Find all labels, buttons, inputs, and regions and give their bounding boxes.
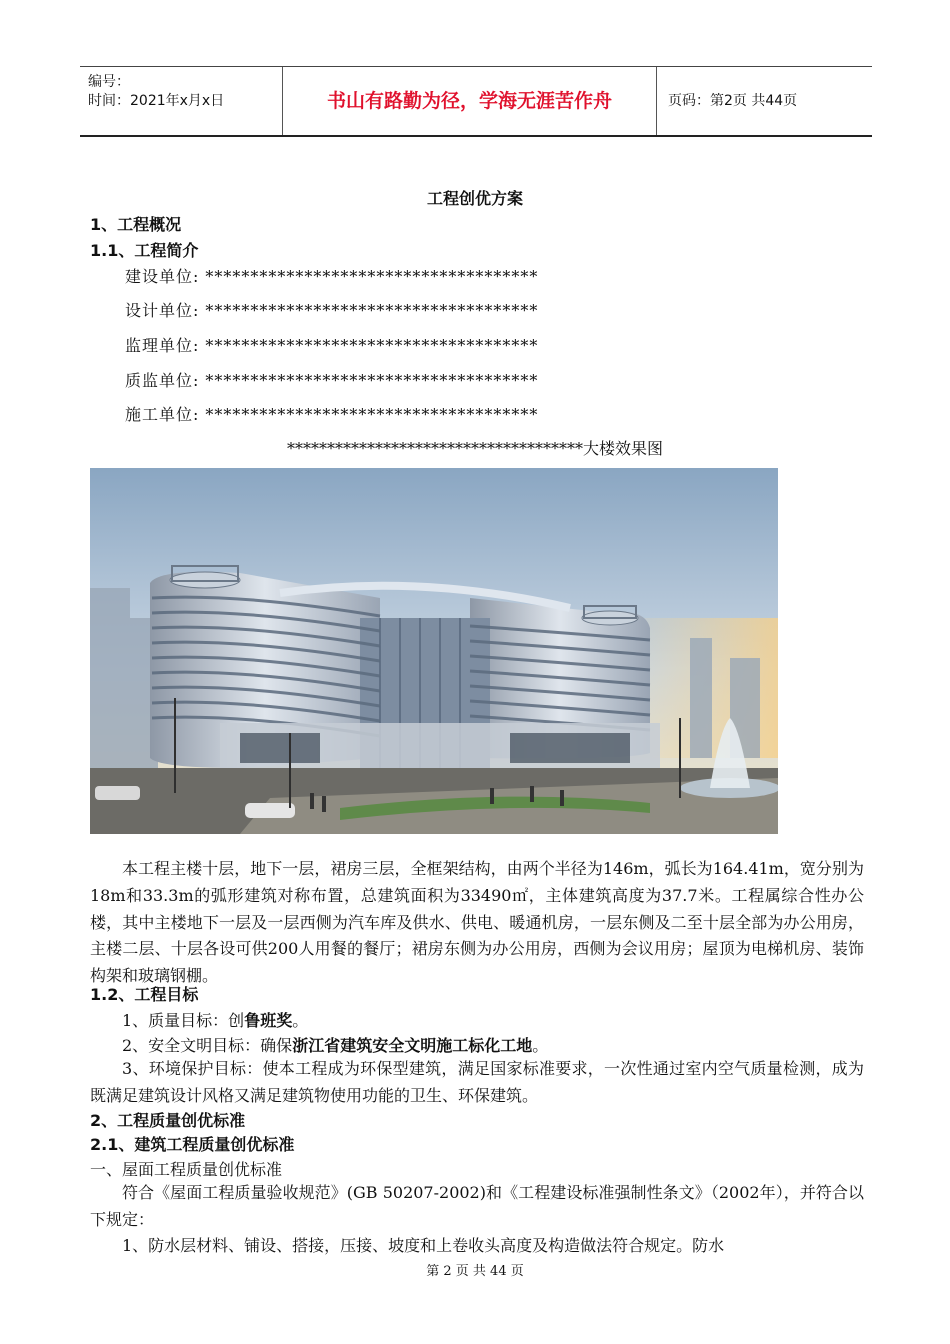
project-intro-paragraph: 本工程主楼十层，地下一层，裙房三层，全框架结构，由两个半径为146m，弧长为164.41m，宽分别为18m和33.3m的弧形建筑对称布置，总建筑面积为33490㎡，主体建筑高度为37.7米。工程属综合性办公楼，其中主楼地下一层及一层西侧为汽车库及供水、供电、暖通机房，一层东侧及二至十层全部为办公用房，主楼二层、十层各设可供200人用餐的餐厅；裙房东侧为办公用房，西侧为会议用房；屋顶为电梯机房、装饰构架和玻璃钢棚。 [90,859,864,986]
standard-paragraph: 符合《屋面工程质量验收规范》(GB 50207-2002)和《工程建设标准强制性条文》（2002年），并符合以下规定： [90,1183,864,1229]
goal-quality [122,1008,308,1031]
goal-safety-text: 2、安全文明目标：确保 [122,1036,293,1055]
heading-1: 1、工程概况 [90,215,182,234]
subheading-roof: 一、屋面工程质量创优标准 [90,1160,283,1179]
building-rendering-image [90,468,778,834]
unit-label: 建设单位: [125,267,200,286]
header-meta [88,73,224,111]
unit-row [125,298,538,321]
unit-row [125,333,538,356]
page-footer: 第 2 页 共 44 页 [426,1264,524,1279]
page-header [80,66,872,137]
heading-1-2: 1.2、工程目标 [90,985,199,1004]
unit-label: 质监单位: [125,371,200,390]
heading-2-1: 2.1、建筑工程质量创优标准 [90,1135,295,1154]
unit-value: ************************************* [205,336,539,355]
header-motto: 书山有路勤为径，学海无涯苦作舟 [282,67,657,135]
unit-label: 施工单位: [125,405,200,424]
goal-safety-end: 。 [532,1036,549,1055]
last-paragraph: 1、防水层材料、铺设、搭接，压接、坡度和上卷收头高度及构造做法符合规定。防水 [122,1236,725,1255]
unit-row [125,368,538,391]
unit-value: ************************************* [205,405,539,424]
figure-caption: *************************************大楼效果图 [286,439,663,458]
header-page-code: 页码：第2页 共44页 [668,93,798,109]
unit-value: ************************************* [205,301,539,320]
goal-quality-text: 1、质量目标：创 [122,1011,245,1030]
unit-label: 设计单位: [125,301,200,320]
unit-value: ************************************* [205,267,539,286]
doc-date: 时间：2021年x月x日 [88,93,225,109]
doc-number-label: 编号： [88,74,130,90]
heading-1-1: 1.1、工程简介 [90,241,199,260]
unit-row [125,264,538,287]
goal-quality-end: 。 [292,1011,309,1030]
goal-quality-emphasis: 鲁班奖 [244,1011,293,1030]
unit-value: ************************************* [205,371,539,390]
document-title: 工程创优方案 [426,189,523,208]
unit-label: 监理单位: [125,336,200,355]
goal-environment: 3、环境保护目标：使本工程成为环保型建筑，满足国家标准要求，一次性通过室内空气质量检测，成为既满足建筑设计风格又满足建筑物使用功能的卫生、环保建筑。 [90,1059,864,1105]
unit-row [125,402,538,425]
goal-safety [122,1033,548,1056]
goal-safety-emphasis: 浙江省建筑安全文明施工标化工地 [292,1036,533,1055]
heading-2: 2、工程质量创优标准 [90,1111,246,1130]
